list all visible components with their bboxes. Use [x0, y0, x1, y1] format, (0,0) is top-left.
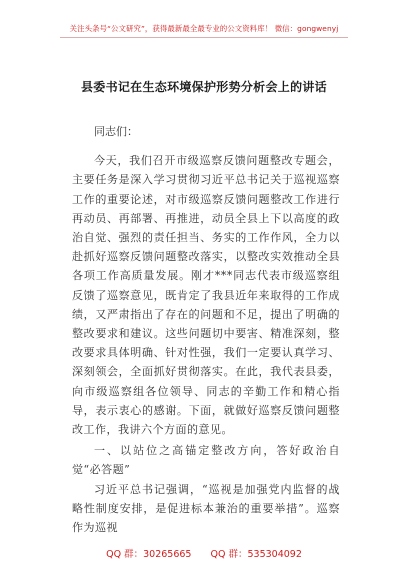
header-banner: 关注头条号“公文研究”，获得最新最全最专业的公文资料库！ 微信：gongwenyj	[69, 24, 339, 33]
paragraph-intro: 今天，我们召开市级巡察反馈问题整改专题会，主要任务是深入学习贯彻习近平总书记关于巡视巡察工作的重要论述，对市级巡察反馈问题整改工作进行再动员、再部署、再推进，动员全县上下以高度的政治自觉、强烈的责任担当、务实的工作作风，全力以赴抓好巡察反馈问题整改落实，以整改实效推动全县各项工作高质量发展。刚才***同志代表市级巡察组反馈了巡察意见，既肯定了我县近年来取得的工作成绩，又严肃指出了存在的问题和不足，提出了明确的整改要求和建议。这些问题切中要害、精准深刻，整改要求具体明确、针对性强，我们一定要认真学习、深刻领会，全面抓好贯彻落实。在此，我代表县委，向市级巡察组各位领导、同志的辛勤工作和精心指导，表示衷心的感谢。下面，就做好巡察反馈问题整改工作，我讲六个方面的意见。	[72, 154, 340, 437]
document-body	[72, 122, 340, 537]
footer-qq-group-1: QQ 群：30265665	[106, 549, 192, 560]
salutation: 同志们：	[94, 125, 138, 138]
footer-contact	[0, 546, 408, 560]
document-title: 县委书记在生态环境保护形势分析会上的讲话	[80, 80, 327, 94]
footer-qq-group-2: QQ 群：535304092	[210, 549, 302, 560]
paragraph-section-one: 习近平总书记强调，“巡视是加强党内监督的战略性制度安排，是促进标本兼治的重要举措”。巡察作为巡视	[72, 482, 340, 535]
section-heading-one: 一、以站位之高锚定整改方向，答好政治自觉“必答题”	[72, 444, 340, 477]
header-divider	[60, 37, 348, 38]
